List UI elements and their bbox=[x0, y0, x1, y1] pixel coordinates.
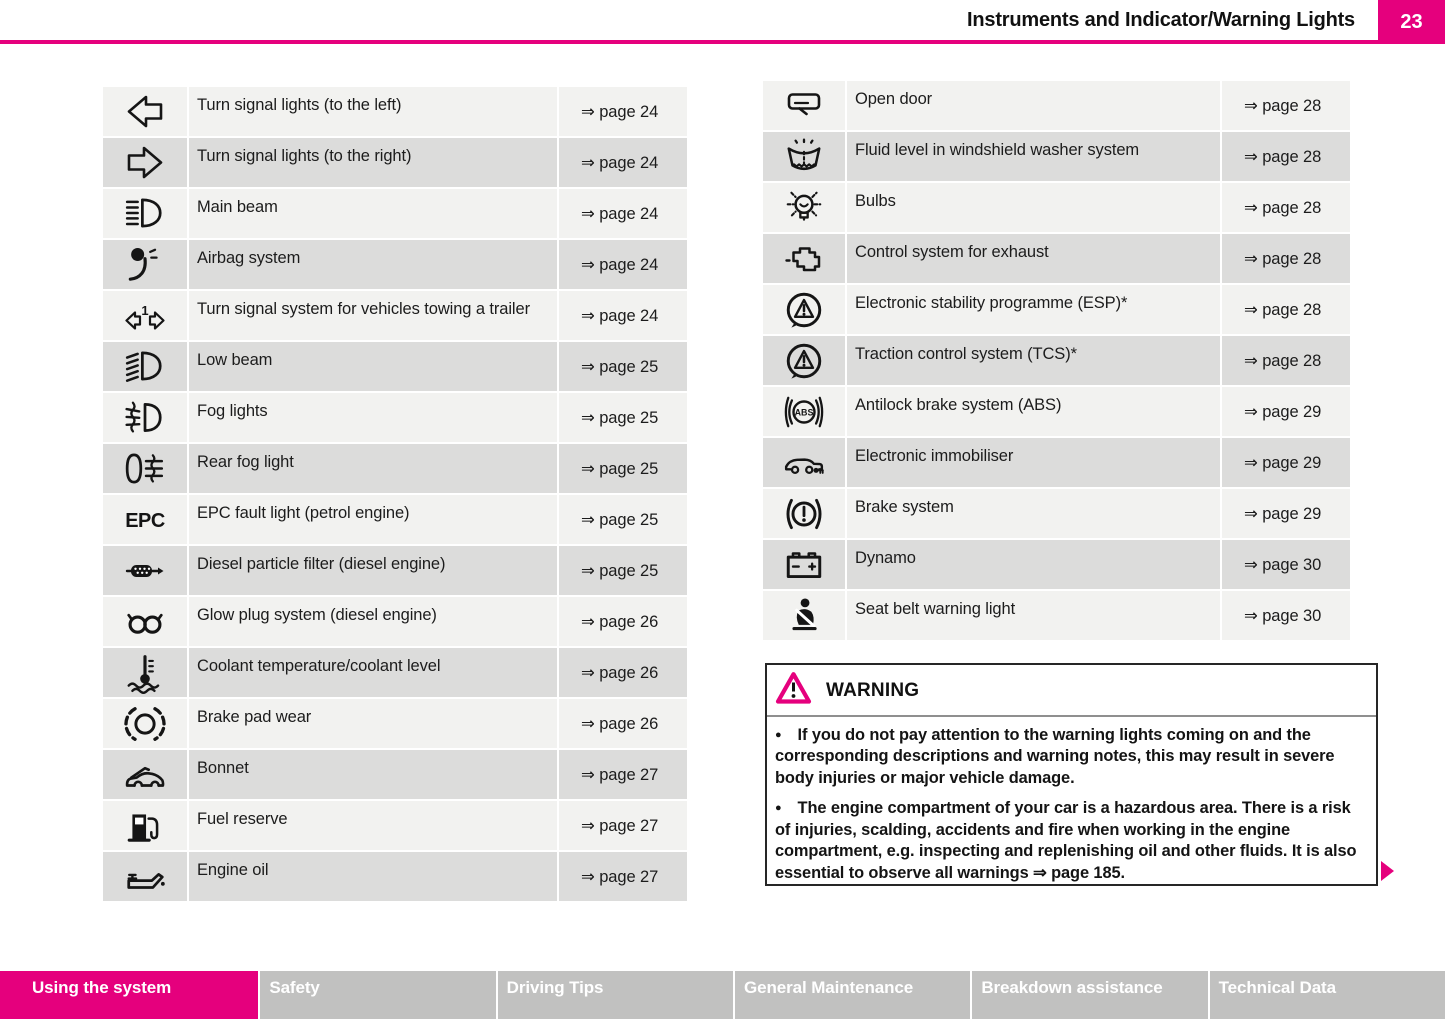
indicator-label: EPC fault light (petrol engine) bbox=[189, 495, 557, 544]
airbag-icon bbox=[103, 240, 187, 289]
left-indicator-table bbox=[103, 87, 687, 903]
table-row bbox=[763, 234, 1350, 283]
table-row bbox=[103, 291, 687, 340]
page-reference-link[interactable]: ⇒ page 26 bbox=[559, 597, 687, 646]
page-number-badge bbox=[1378, 0, 1445, 44]
diesel-particle-filter-icon bbox=[103, 546, 187, 595]
coolant-icon bbox=[103, 648, 187, 697]
tab-technical-data[interactable]: Technical Data bbox=[1210, 971, 1445, 1019]
bonnet-icon bbox=[103, 750, 187, 799]
main-beam-icon bbox=[103, 189, 187, 238]
page-reference-link[interactable]: ⇒ page 24 bbox=[559, 240, 687, 289]
header-rule bbox=[0, 40, 1445, 44]
page-number: 23 bbox=[1400, 10, 1423, 33]
page-reference-link[interactable]: ⇒ page 28 bbox=[1222, 132, 1350, 181]
indicator-label: Rear fog light bbox=[189, 444, 557, 493]
rear-fog-light-icon bbox=[103, 444, 187, 493]
warning-box bbox=[765, 663, 1378, 886]
page-reference-link[interactable]: ⇒ page 27 bbox=[559, 852, 687, 901]
table-row bbox=[763, 336, 1350, 385]
section-tab-bar bbox=[0, 971, 1445, 1019]
turn-right-icon bbox=[103, 138, 187, 187]
indicator-label: Fog lights bbox=[189, 393, 557, 442]
brake-system-icon bbox=[763, 489, 845, 538]
right-indicator-table bbox=[763, 81, 1350, 642]
bullet-icon: ● bbox=[775, 729, 782, 741]
table-row bbox=[103, 495, 687, 544]
page-reference-link[interactable]: ⇒ page 28 bbox=[1222, 285, 1350, 334]
table-row bbox=[763, 540, 1350, 589]
svg-text:1: 1 bbox=[141, 302, 149, 318]
tcs-icon bbox=[763, 336, 845, 385]
indicator-label: Open door bbox=[847, 81, 1220, 130]
page-reference-link[interactable]: ⇒ page 25 bbox=[559, 495, 687, 544]
table-row bbox=[103, 240, 687, 289]
table-row bbox=[103, 699, 687, 748]
page-reference-link[interactable]: ⇒ page 24 bbox=[559, 189, 687, 238]
table-row bbox=[103, 801, 687, 850]
table-row bbox=[103, 597, 687, 646]
table-row bbox=[103, 342, 687, 391]
warning-triangle-icon bbox=[775, 671, 812, 710]
indicator-label: Bonnet bbox=[189, 750, 557, 799]
table-row bbox=[103, 750, 687, 799]
page-reference-link[interactable]: ⇒ page 27 bbox=[559, 801, 687, 850]
indicator-label: Main beam bbox=[189, 189, 557, 238]
table-row bbox=[103, 138, 687, 187]
indicator-label: Electronic stability programme (ESP)* bbox=[847, 285, 1220, 334]
table-row bbox=[763, 132, 1350, 181]
table-row bbox=[103, 648, 687, 697]
indicator-label: Diesel particle filter (diesel engine) bbox=[189, 546, 557, 595]
table-row bbox=[763, 81, 1350, 130]
exhaust-control-icon bbox=[763, 234, 845, 283]
warning-bullet: ● The engine compartment of your car is a hazardous area. There is a risk of injuries, scalding, accidents and fire when working in the engine compartment, e.g. inspecting and replenishing oil and other fluids. It is also essential to observe all warnings ⇒ page 185. bbox=[775, 799, 1357, 882]
page-reference-link[interactable]: ⇒ page 24 bbox=[559, 138, 687, 187]
tab-general-maintenance[interactable]: General Maintenance bbox=[735, 971, 970, 1019]
epc-icon bbox=[103, 495, 187, 544]
indicator-label: Seat belt warning light bbox=[847, 591, 1220, 640]
indicator-label: Electronic immobiliser bbox=[847, 438, 1220, 487]
table-row bbox=[103, 189, 687, 238]
page-reference-link[interactable]: ⇒ page 25 bbox=[559, 444, 687, 493]
page-reference-link[interactable]: ⇒ page 29 bbox=[1222, 489, 1350, 538]
washer-fluid-icon bbox=[763, 132, 845, 181]
indicator-label: Antilock brake system (ABS) bbox=[847, 387, 1220, 436]
indicator-label: Fluid level in windshield washer system bbox=[847, 132, 1220, 181]
warning-body bbox=[767, 717, 1376, 884]
brake-pad-wear-icon bbox=[103, 699, 187, 748]
table-row bbox=[103, 546, 687, 595]
warning-header bbox=[767, 665, 1376, 717]
page-reference-link[interactable]: ⇒ page 27 bbox=[559, 750, 687, 799]
table-row bbox=[763, 285, 1350, 334]
trailer-turn-signal-icon bbox=[103, 291, 187, 340]
indicator-label: Engine oil bbox=[189, 852, 557, 901]
indicator-label: Control system for exhaust bbox=[847, 234, 1220, 283]
indicator-label: Turn signal lights (to the right) bbox=[189, 138, 557, 187]
abs-icon bbox=[763, 387, 845, 436]
open-door-icon bbox=[763, 81, 845, 130]
page-reference-link[interactable]: ⇒ page 29 bbox=[1222, 387, 1350, 436]
tab-breakdown-assistance[interactable]: Breakdown assistance bbox=[972, 971, 1207, 1019]
fog-lights-icon bbox=[103, 393, 187, 442]
bullet-icon: ● bbox=[775, 802, 782, 815]
page-reference-link[interactable]: ⇒ page 28 bbox=[1222, 81, 1350, 130]
esp-icon bbox=[763, 285, 845, 334]
indicator-label: Traction control system (TCS)* bbox=[847, 336, 1220, 385]
page-reference-link[interactable]: ⇒ page 25 bbox=[559, 546, 687, 595]
seat-belt-icon bbox=[763, 591, 845, 640]
indicator-label: Turn signal lights (to the left) bbox=[189, 87, 557, 136]
tab-driving-tips[interactable]: Driving Tips bbox=[498, 971, 733, 1019]
page-reference-link[interactable]: ⇒ page 28 bbox=[1222, 183, 1350, 232]
tab-safety[interactable]: Safety bbox=[260, 971, 495, 1019]
page-reference-link[interactable]: ⇒ page 26 bbox=[559, 648, 687, 697]
table-row bbox=[103, 87, 687, 136]
indicator-label: Brake pad wear bbox=[189, 699, 557, 748]
table-row bbox=[763, 591, 1350, 640]
page-reference-link[interactable]: ⇒ page 24 bbox=[559, 291, 687, 340]
indicator-label: Bulbs bbox=[847, 183, 1220, 232]
page-reference-link[interactable]: ⇒ page 25 bbox=[559, 342, 687, 391]
fuel-reserve-icon bbox=[103, 801, 187, 850]
page-reference-link[interactable]: ⇒ page 25 bbox=[559, 393, 687, 442]
page-reference-link[interactable]: ⇒ page 30 bbox=[1222, 591, 1350, 640]
warning-bullet: ● If you do not pay attention to the warning lights coming on and the corresponding descriptions and warning notes, this may result in severe body injuries or major vehicle damage. bbox=[775, 726, 1335, 787]
table-row bbox=[103, 444, 687, 493]
page-reference-link[interactable]: ⇒ page 26 bbox=[559, 699, 687, 748]
svg-text:ABS: ABS bbox=[794, 406, 814, 417]
indicator-label: Fuel reserve bbox=[189, 801, 557, 850]
indicator-label: Glow plug system (diesel engine) bbox=[189, 597, 557, 646]
next-page-arrow-icon[interactable] bbox=[1381, 861, 1394, 881]
low-beam-icon bbox=[103, 342, 187, 391]
page-reference-link[interactable]: ⇒ page 29 bbox=[1222, 438, 1350, 487]
bulbs-icon bbox=[763, 183, 845, 232]
indicator-label: Low beam bbox=[189, 342, 557, 391]
table-row bbox=[103, 393, 687, 442]
page-reference-link[interactable]: ⇒ page 24 bbox=[559, 87, 687, 136]
engine-oil-icon bbox=[103, 852, 187, 901]
table-row bbox=[763, 489, 1350, 538]
page-reference-link[interactable]: ⇒ page 28 bbox=[1222, 336, 1350, 385]
page-reference-link[interactable]: ⇒ page 30 bbox=[1222, 540, 1350, 589]
indicator-label: Turn signal system for vehicles towing a trailer bbox=[189, 291, 557, 340]
warning-title: WARNING bbox=[826, 679, 920, 701]
table-row bbox=[763, 387, 1350, 436]
indicator-label: Coolant temperature/coolant level bbox=[189, 648, 557, 697]
dynamo-icon bbox=[763, 540, 845, 589]
immobiliser-icon bbox=[763, 438, 845, 487]
glow-plug-icon bbox=[103, 597, 187, 646]
tab-using-the-system[interactable]: Using the system bbox=[0, 971, 258, 1019]
page-title: Instruments and Indicator/Warning Lights bbox=[967, 9, 1355, 31]
indicator-label: Dynamo bbox=[847, 540, 1220, 589]
table-row bbox=[763, 438, 1350, 487]
indicator-label: Brake system bbox=[847, 489, 1220, 538]
svg-text:EPC: EPC bbox=[125, 509, 165, 532]
turn-left-icon bbox=[103, 87, 187, 136]
table-row bbox=[763, 183, 1350, 232]
indicator-label: Airbag system bbox=[189, 240, 557, 289]
page-reference-link[interactable]: ⇒ page 28 bbox=[1222, 234, 1350, 283]
table-row bbox=[103, 852, 687, 901]
